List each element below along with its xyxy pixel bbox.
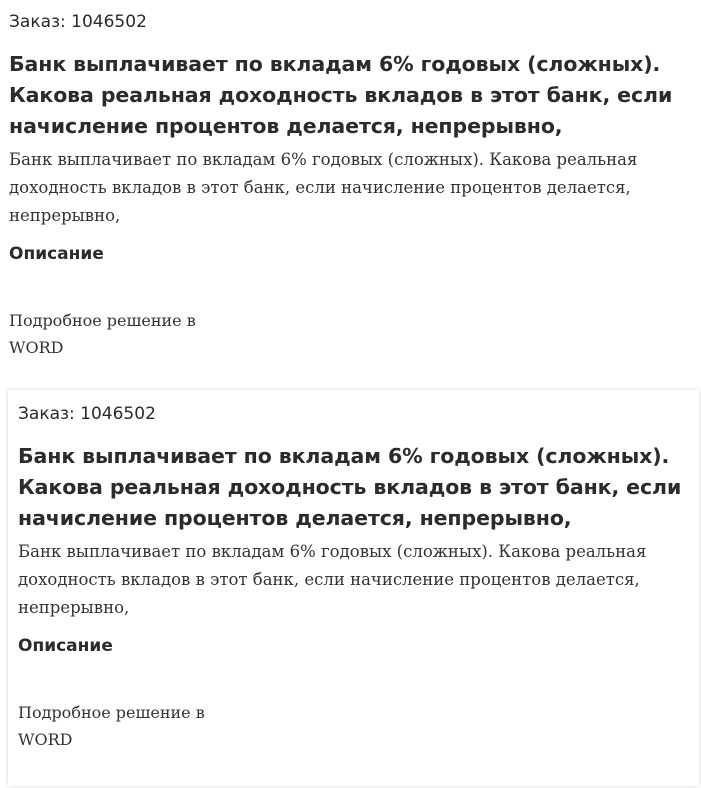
order-number: Заказ: 1046502 <box>9 12 147 32</box>
order-section <box>0 0 701 361</box>
order-number: Заказ: 1046502 <box>18 404 156 424</box>
problem-title: Банк выплачивает по вкладам 6% годовых (сложных). Какова реальная доходность вкладов в этот банк, если начисление процентов делается, непрерывно, <box>18 444 682 530</box>
solution-note: Подробное решение в WORD <box>18 703 205 749</box>
description-heading: Описание <box>9 244 104 264</box>
description-heading: Описание <box>18 636 113 656</box>
order-card <box>8 390 699 786</box>
problem-text: Банк выплачивает по вкладам 6% годовых (сложных). Какова реальная доходность вкладов в этот банк, если начисление процентов делается, непрерывно, <box>18 542 647 617</box>
problem-text: Банк выплачивает по вкладам 6% годовых (сложных). Какова реальная доходность вкладов в этот банк, если начисление процентов делается, непрерывно, <box>9 150 638 225</box>
solution-note: Подробное решение в WORD <box>9 311 196 357</box>
problem-title: Банк выплачивает по вкладам 6% годовых (сложных). Какова реальная доходность вкладов в этот банк, если начисление процентов делается, непрерывно, <box>9 52 673 138</box>
